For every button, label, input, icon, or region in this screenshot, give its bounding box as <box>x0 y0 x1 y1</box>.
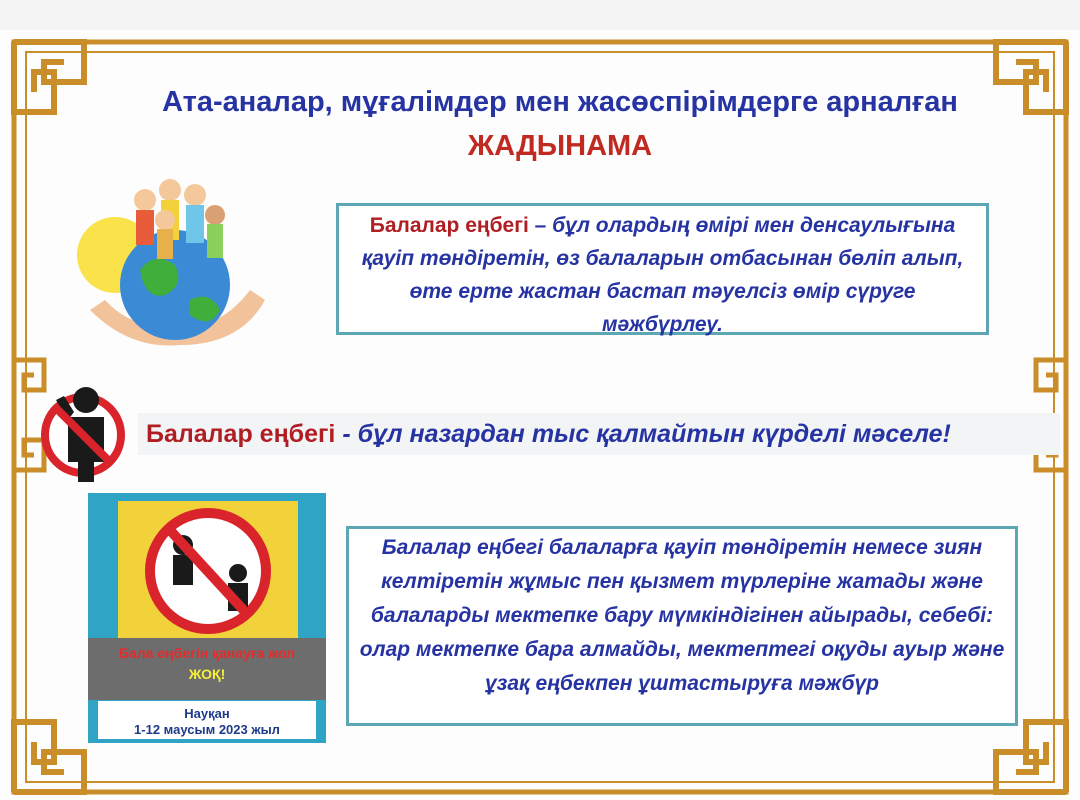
children-on-globe-icon <box>70 160 270 360</box>
explanation-text: Балалар еңбегі балаларға қауіп төндіретін немесе зиян келтіретін жұмыс пен қызмет түрлеріне жатады және балаларды мектепке бару мүмкіндігінен айырады, себебі: олар мектепке бара алмайды, мектептегі оқуды ауыр және ұзақ еңбекпен ұштастыруға мәжбүр <box>359 536 1005 695</box>
page-title: Ата-аналар, мұғалімдер мен жасөспірімдерге арналған <box>162 86 958 118</box>
top-strip <box>0 0 1080 30</box>
banner-dash: - <box>335 420 358 448</box>
warning-banner <box>138 413 1060 455</box>
definition-text: бұл олардың өмірі мен денсаулығына қауіп төндіретін, өз балаларын отбасынан бөліп алып, өте ерте жастан бастап тәуелсіз өмір сүруге мәжбүрлеу. <box>361 214 964 336</box>
poster-slogan: Бала еңбегін қанауға жол <box>118 645 296 661</box>
poster-slogan-no: ЖОҚ! <box>188 666 226 682</box>
definition-dash: – <box>528 214 553 237</box>
page-subtitle: ЖАДЫНАМА <box>467 130 653 162</box>
definition-box <box>336 203 989 335</box>
poster-dates: 1-12 маусым 2023 жыл <box>134 722 280 737</box>
definition-lead: Балалар еңбегі <box>369 214 529 237</box>
poster-campaign: Науқан <box>184 706 230 721</box>
no-child-labor-icon <box>38 375 138 485</box>
banner-lead: Балалар еңбегі <box>146 420 336 448</box>
banner-text: бұл назардан тыс қалмайтын күрделі мәселе! <box>357 420 951 448</box>
explanation-box <box>346 526 1018 726</box>
